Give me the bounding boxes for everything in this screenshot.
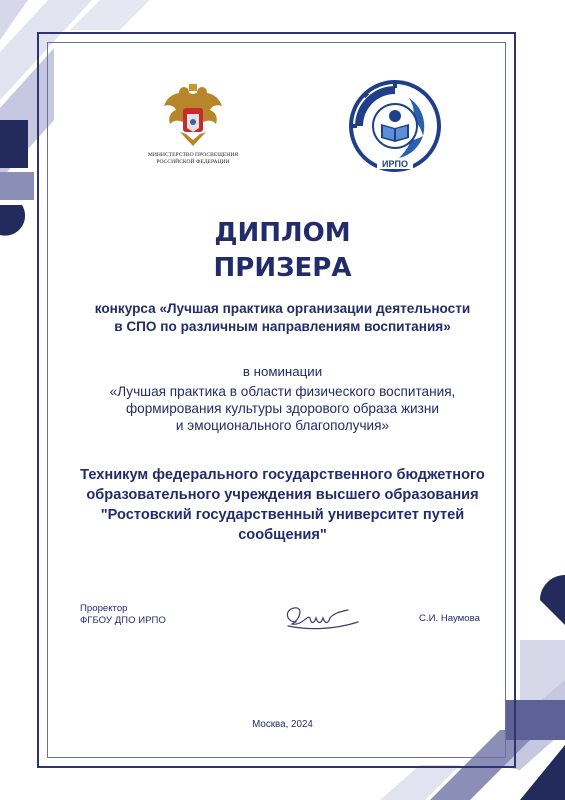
recipient-line2: образовательного учреждения высшего образования bbox=[86, 487, 479, 503]
contest-name bbox=[60, 300, 505, 336]
recipient-line3: "Ростовский государственный университет путей bbox=[100, 507, 465, 523]
nomination-line1: «Лучшая практика в области физического воспитания, bbox=[109, 384, 456, 399]
ministry-name-line2: РОССИЙСКОЙ ФЕДЕРАЦИИ bbox=[156, 158, 230, 165]
irpo-label: ИРПО bbox=[382, 159, 408, 169]
nomination-name bbox=[60, 383, 505, 434]
recipient-line1: Техникум федерального государственного бюджетного bbox=[80, 467, 485, 483]
ministry-logo bbox=[138, 84, 248, 165]
recipient-organization bbox=[60, 465, 505, 545]
nomination-line3: и эмоционального благополучия» bbox=[175, 418, 390, 433]
irpo-logo bbox=[349, 80, 441, 172]
signatory-position bbox=[80, 603, 166, 627]
double-headed-eagle-icon bbox=[162, 84, 224, 148]
ministry-name-line1: МИНИСТЕРСТВО ПРОСВЕЩЕНИЯ bbox=[147, 152, 239, 158]
diploma-title-line2: ПРИЗЕРА bbox=[213, 253, 352, 283]
signatory-position-line2: ФГБОУ ДПО ИРПО bbox=[80, 615, 166, 626]
diploma-title-line1: ДИПЛОМ bbox=[214, 218, 351, 248]
nomination-label: в номинации bbox=[242, 364, 323, 379]
nomination-line2: формирования культуры здорового образа жизни bbox=[126, 401, 439, 416]
place-and-year: Москва, 2024 bbox=[252, 719, 313, 730]
contest-line2: в СПО по различным направлениям воспитания» bbox=[114, 319, 451, 334]
signatory-name: С.И. Наумова bbox=[419, 613, 480, 624]
handwritten-signature bbox=[278, 600, 363, 636]
signatory-position-line1: Проректор bbox=[80, 603, 128, 614]
contest-line1: конкурса «Лучшая практика организации деятельности bbox=[94, 301, 471, 316]
recipient-line4: сообщения" bbox=[238, 527, 327, 543]
